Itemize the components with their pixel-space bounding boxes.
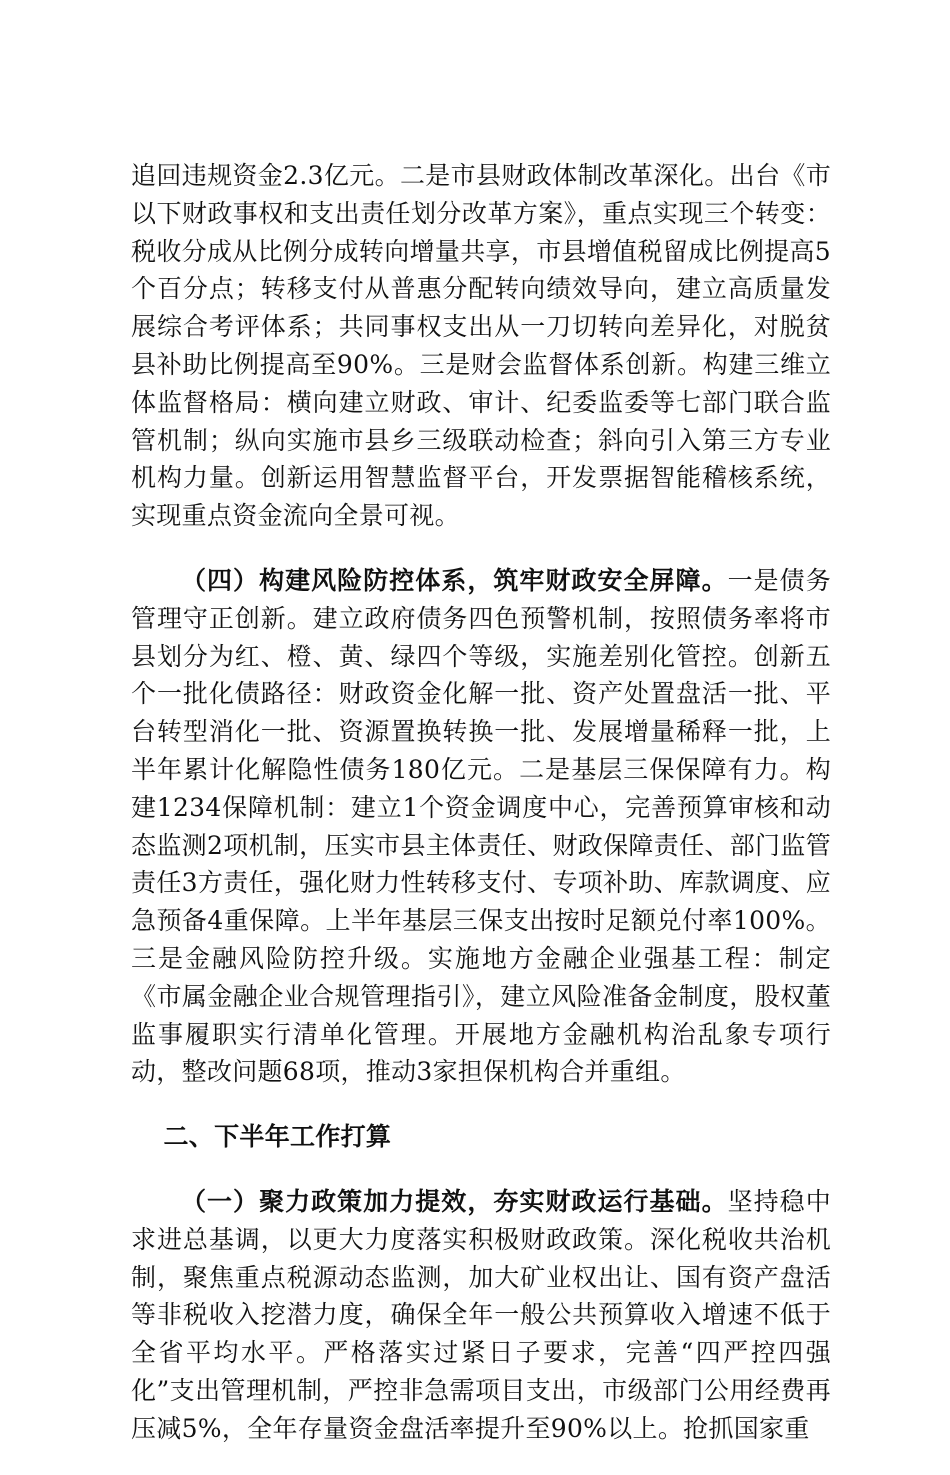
paragraph-policy (131, 1183, 831, 1448)
paragraph-lead-heading: （四）构建风险防控体系，筑牢财政安全屏障。 (181, 565, 728, 595)
document-body (131, 157, 831, 1475)
paragraph-lead-heading: （一）聚力政策加力提效，夯实财政运行基础。 (181, 1186, 728, 1216)
paragraph-risk-control (131, 562, 831, 1091)
paragraph-text: 一是债务管理守正创新。建立政府债务四色预警机制，按照债务率将市县划分为红、橙、黄、绿四个等级，实施差别化管控。创新五个一批化债路径：财政资金化解一批、资产处置盘活一批、平台转型消化一批、资源置换转换一批、发展增量稀释一批，上半年累计化解隐性债务180亿元。二是基层三保保障有力。构建1234保障机制：建立1个资金调度中心，完善预算审核和动态监测2项机制，压实市县主体责任、财政保障责任、部门监管责任3方责任，强化财力性转移支付、专项补助、库款调度、应急预备4重保障。上半年基层三保支出按时足额兑付率100%。三是金融风险防控升级。实施地方金融企业强基工程：制定《市属金融企业合规管理指引》，建立风险准备金制度，股权董监事履职实行清单化管理。开展地方金融机构治乱象专项行动，整改问题68项，推动3家担保机构合并重组。 (131, 565, 831, 1087)
section-heading: 二、下半年工作打算 (163, 1122, 392, 1152)
paragraph-text: 坚持稳中求进总基调，以更大力度落实积极财政政策。深化税收共治机制，聚焦重点税源动态监测，加大矿业权出让、国有资产盘活等非税收入挖潜力度，确保全年一般公共预算收入增速不低于全省平均水平。严格落实过紧日子要求，完善“四严控四强化”支出管理机制，严控非急需项目支出，市级部门公用经费再压减5%，全年存量资金盘活率提升至90%以上。抢抓国家重 (131, 1186, 831, 1443)
paragraph-text: 追回违规资金2.3亿元。二是市县财政体制改革深化。出台《市以下财政事权和支出责任划分改革方案》，重点实现三个转变：税收分成从比例分成转向增量共享，市县增值税留成比例提高5个百分点；转移支付从普惠分配转向绩效导向，建立高质量发展综合考评体系；共同事权支出从一刀切转向差异化，对脱贫县补助比例提高至90%。三是财会监督体系创新。构建三维立体监督格局：横向建立财政、审计、纪委监委等七部门联合监管机制；纵向实施市县乡三级联动检查；斜向引入第三方专业机构力量。创新运用智慧监督平台，开发票据智能稽核系统，实现重点资金流向全景可视。 (131, 161, 831, 531)
paragraph-continuation (131, 157, 831, 535)
